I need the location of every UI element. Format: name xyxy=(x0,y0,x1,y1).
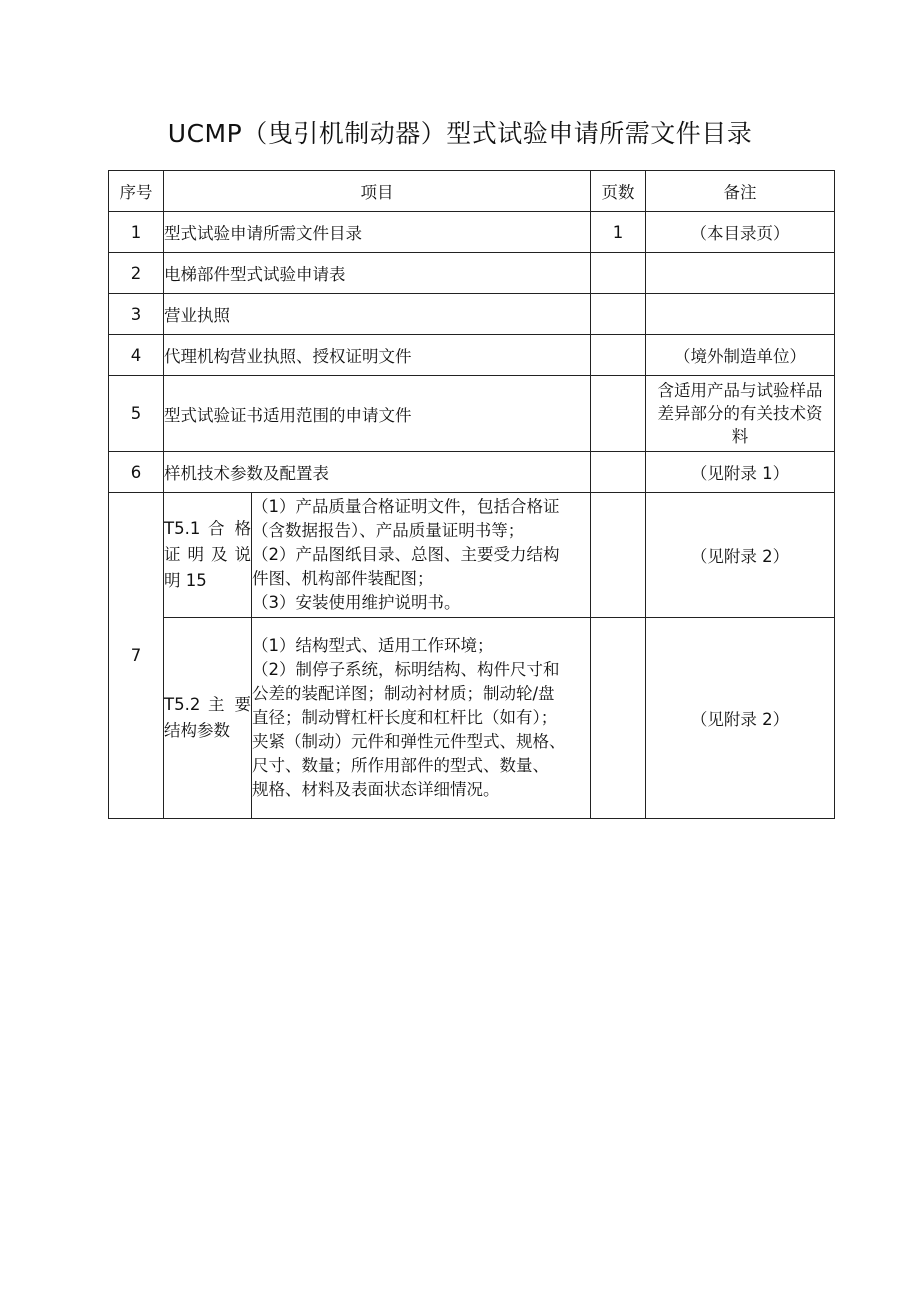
row-pages xyxy=(591,253,646,294)
table-row xyxy=(109,452,835,493)
table-row xyxy=(109,376,835,452)
desc-line: （1）结构型式、适用工作环境； xyxy=(252,636,494,655)
row-item: 型式试验证书适用范围的申请文件 xyxy=(164,376,591,452)
row-pages xyxy=(591,493,646,618)
desc-line: （1）产品质量合格证明文件，包括合格证 xyxy=(252,497,560,516)
table-row xyxy=(109,294,835,335)
sub-item-description xyxy=(252,618,591,819)
table-row xyxy=(109,618,835,819)
desc-line: 直径；制动臂杠杆长度和杠杆比（如有）； xyxy=(252,708,558,727)
row-seq: 3 xyxy=(109,294,164,335)
desc-line: （含数据报告）、产品质量证明书等； xyxy=(252,521,525,540)
table-row xyxy=(109,493,835,618)
row-note: （见附录 1） xyxy=(646,452,835,493)
row-note xyxy=(646,376,835,452)
row-pages xyxy=(591,618,646,819)
desc-line: （2）产品图纸目录、总图、主要受力结构 xyxy=(252,545,560,564)
row-pages xyxy=(591,452,646,493)
row-item: 代理机构营业执照、授权证明文件 xyxy=(164,335,591,376)
header-note: 备注 xyxy=(646,171,835,212)
label-line: 结构参数 xyxy=(164,721,230,740)
row-note: （见附录 2） xyxy=(646,618,835,819)
row-item: 电梯部件型式试验申请表 xyxy=(164,253,591,294)
desc-line: 件图、机构部件装配图； xyxy=(252,569,434,588)
desc-line: 尺寸、数量；所作用部件的型式、数量、 xyxy=(252,756,549,775)
row-seq: 5 xyxy=(109,376,164,452)
row-note: （见附录 2） xyxy=(646,493,835,618)
document-title: UCMP（曳引机制动器）型式试验申请所需文件目录 xyxy=(167,119,753,148)
note-line: 差异部分的有关技术资 xyxy=(657,404,823,423)
sub-item-label xyxy=(164,493,252,618)
row-item: 型式试验申请所需文件目录 xyxy=(164,212,591,253)
row-pages xyxy=(591,376,646,452)
desc-line: （3）安装使用维护说明书。 xyxy=(252,593,461,612)
row-seq: 4 xyxy=(109,335,164,376)
label-line: 证 明 及 说 xyxy=(164,545,251,564)
row-item: 样机技术参数及配置表 xyxy=(164,452,591,493)
header-pages: 页数 xyxy=(591,171,646,212)
desc-line: 规格、材料及表面状态详细情况。 xyxy=(252,780,500,799)
row-seq: 1 xyxy=(109,212,164,253)
header-item: 项目 xyxy=(164,171,591,212)
row-seq: 6 xyxy=(109,452,164,493)
note-line: 含适用产品与试验样品 xyxy=(657,381,823,400)
table-header-row xyxy=(109,171,835,212)
note-line: 料 xyxy=(731,427,749,446)
row-seq: 2 xyxy=(109,253,164,294)
row-pages xyxy=(591,294,646,335)
desc-line: 夹紧（制动）元件和弹性元件型式、规格、 xyxy=(252,732,566,751)
row-pages: 1 xyxy=(591,212,646,253)
row-pages xyxy=(591,335,646,376)
row-seq: 7 xyxy=(109,493,164,819)
sub-item-description xyxy=(252,493,591,618)
sub-item-label xyxy=(164,618,252,819)
row-note xyxy=(646,294,835,335)
header-seq: 序号 xyxy=(109,171,164,212)
table-row xyxy=(109,212,835,253)
label-line: T5.2 主 要 xyxy=(164,695,251,714)
row-note: （本目录页） xyxy=(646,212,835,253)
label-line: T5.1 合 格 xyxy=(164,519,251,538)
table-row xyxy=(109,335,835,376)
desc-line: 公差的装配详图；制动衬材质；制动轮/盘 xyxy=(252,684,555,703)
row-item: 营业执照 xyxy=(164,294,591,335)
document-list-table xyxy=(108,170,835,819)
desc-line: （2）制停子系统，标明结构、构件尺寸和 xyxy=(252,660,560,679)
row-note: （境外制造单位） xyxy=(646,335,835,376)
label-line: 明 15 xyxy=(164,571,207,590)
table-row xyxy=(109,253,835,294)
row-note xyxy=(646,253,835,294)
